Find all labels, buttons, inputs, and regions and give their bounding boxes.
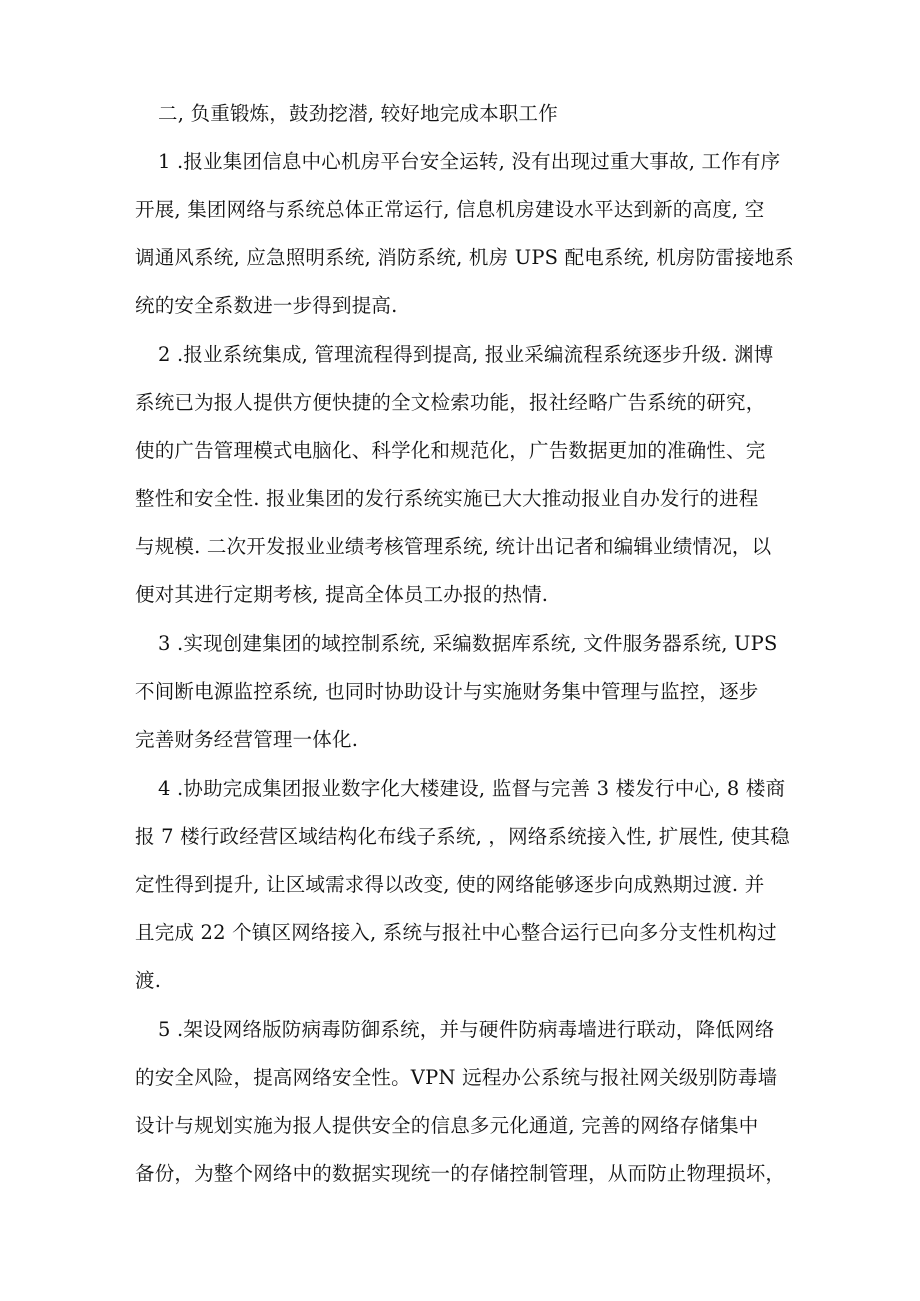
paragraph-2-line-1: 2 .报业系统集成, 管理流程得到提高, 报业采编流程系统逐步升级. 渊博 <box>158 343 774 366</box>
paragraph-2-line-3: 使的广告管理模式电脑化、科学化和规范化，广告数据更加的准确性、完 <box>135 439 766 462</box>
paragraph-3-line-1: 3 .实现创建集团的域控制系统, 采编数据库系统, 文件服务器系统, UPS <box>158 632 778 655</box>
paragraph-1-line-3: 调通风系统, 应急照明系统, 消防系统, 机房 UPS 配电系统, 机房防雷接地系 <box>135 246 795 269</box>
paragraph-5-line-3: 设计与规划实施为报人提供安全的信息多元化通道, 完善的网络存储集中 <box>135 1114 759 1137</box>
paragraph-4-line-1: 4 .协助完成集团报业数字化大楼建设, 监督与完善 3 楼发行中心, 8 楼商 <box>158 777 786 800</box>
paragraph-2-line-5: 与规模. 二次开发报业业绩考核管理系统, 统计出记者和编辑业绩情况，以 <box>135 535 772 558</box>
paragraph-3-line-3: 完善财务经营管理一体化. <box>135 728 359 751</box>
paragraph-2-line-2: 系统已为报人提供方便快捷的全文检索功能，报社经略广告系统的研究， <box>135 391 766 414</box>
paragraph-4-line-4: 且完成 22 个镇区网络接入, 系统与报社中心整合运行已向多分支性机构过 <box>135 921 777 944</box>
paragraph-1-line-2: 开展, 集团网络与系统总体正常运行, 信息机房建设水平达到新的高度, 空 <box>135 198 765 221</box>
paragraph-4-line-3: 定性得到提升, 让区域需求得以改变, 使的网络能够逐步向成熟期过渡. 并 <box>135 873 765 896</box>
paragraph-1-line-1: 1 .报业集团信息中心机房平台安全运转, 没有出现过重大事故, 工作有序 <box>158 150 781 173</box>
paragraph-2-line-4: 整性和安全性. 报业集团的发行系统实施已大大推动报业自办发行的进程 <box>135 487 759 510</box>
paragraph-5-line-1: 5 .架设网络版防病毒防御系统，并与硬件防病毒墙进行联动，降低网络 <box>158 1018 775 1041</box>
paragraph-3-line-2: 不间断电源监控系统, 也同时协助设计与实施财务集中管理与监控，逐步 <box>135 680 759 703</box>
paragraph-1-line-4: 统的安全系数进一步得到提高. <box>135 294 398 317</box>
paragraph-4-line-5: 渡. <box>135 969 162 992</box>
section-heading: 二, 负重锻炼，鼓劲挖潜, 较好地完成本职工作 <box>158 102 558 125</box>
paragraph-5-line-2: 的安全风险，提高网络安全性。VPN 远程办公系统与报社网关级别防毒墙 <box>135 1066 778 1089</box>
paragraph-4-line-2: 报 7 楼行政经营区域结构化布线子系统, ，网络系统接入性, 扩展性, 使其稳 <box>135 825 790 848</box>
paragraph-2-line-6: 便对其进行定期考核, 提高全体员工办报的热情. <box>135 583 549 606</box>
paragraph-5-line-4: 备份，为整个网络中的数据实现统一的存储控制管理，从而防止物理损坏， <box>135 1162 786 1185</box>
